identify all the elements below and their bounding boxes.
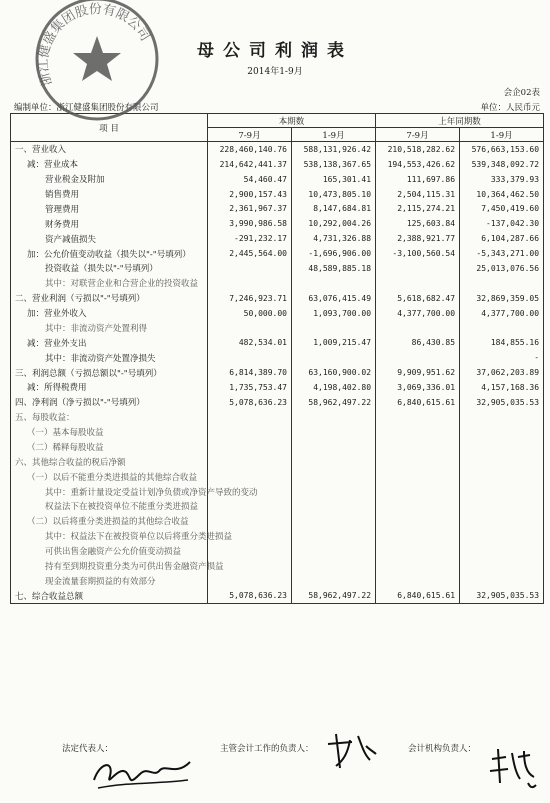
column-header-current: 本期数: [208, 114, 376, 128]
table-row: [11, 142, 544, 157]
cell-value: 10,473,805.10: [292, 187, 376, 202]
cell-value: [376, 499, 460, 514]
cell-value: [460, 454, 544, 469]
cell-value: [460, 499, 544, 514]
cell-value: [292, 425, 376, 440]
column-header-prior: 上年同期数: [376, 114, 544, 128]
cell-value: [292, 514, 376, 529]
cell-value: [208, 276, 292, 291]
cell-value: [292, 573, 376, 588]
cell-value: 9,909,951.62: [376, 365, 460, 380]
row-label: 其中：非流动资产处置净损失: [11, 350, 208, 365]
cell-value: [292, 410, 376, 425]
cell-value: [376, 559, 460, 574]
cell-value: 482,534.01: [208, 335, 292, 350]
cell-value: [460, 410, 544, 425]
table-row: [11, 350, 544, 365]
row-label: 投资收益（损失以"-"号填列）: [11, 261, 208, 276]
cell-value: 1,093,700.00: [292, 306, 376, 321]
cell-value: 54,460.47: [208, 172, 292, 187]
table-row: [11, 216, 544, 231]
cell-value: [460, 484, 544, 499]
row-label: 一、营业收入: [11, 142, 208, 157]
cell-value: 6,104,287.66: [460, 231, 544, 246]
cell-value: 32,905,035.53: [460, 395, 544, 410]
row-label: 其中：非流动资产处置利得: [11, 321, 208, 336]
cell-value: [292, 276, 376, 291]
cell-value: 6,840,615.61: [376, 588, 460, 603]
row-label: 四、净利润（净亏损以"-"号填列）: [11, 395, 208, 410]
row-label: 三、利润总额（亏损总额以"-"号填列）: [11, 365, 208, 380]
table-row: [11, 559, 544, 574]
cell-value: [376, 425, 460, 440]
cell-value: [208, 454, 292, 469]
cell-value: [376, 484, 460, 499]
row-label: 可供出售金融资产公允价值变动损益: [11, 544, 208, 559]
table-row: [11, 573, 544, 588]
cell-value: 4,157,168.36: [460, 380, 544, 395]
cell-value: [208, 440, 292, 455]
page-title: 母公司利润表: [197, 41, 353, 61]
cell-value: -5,343,271.00: [460, 246, 544, 261]
cell-value: 37,062,203.89: [460, 365, 544, 380]
row-label: 财务费用: [11, 216, 208, 231]
cell-value: 86,430.85: [376, 335, 460, 350]
cell-value: [292, 559, 376, 574]
cell-value: -1,696,906.00: [292, 246, 376, 261]
row-label: （一）基本每股收益: [11, 425, 208, 440]
cell-value: [208, 499, 292, 514]
row-label: 其中：重新计量设定受益计划净负债或净资产导致的变动: [11, 484, 208, 499]
table-row: [11, 380, 544, 395]
cell-value: [460, 529, 544, 544]
cell-value: 539,348,092.72: [460, 157, 544, 172]
cell-value: 5,618,682.47: [376, 291, 460, 306]
row-label: 二、营业利润（亏损以"-"号填列）: [11, 291, 208, 306]
cell-value: 58,962,497.22: [292, 395, 376, 410]
row-label: 减：营业外支出: [11, 335, 208, 350]
cell-value: 2,388,921.77: [376, 231, 460, 246]
compiler-name: 编制单位：浙江健盛集团股份有限公司: [14, 103, 159, 113]
row-label: 五、每股收益：: [11, 410, 208, 425]
cell-value: [208, 469, 292, 484]
row-label: 六、其他综合收益的税后净额: [11, 454, 208, 469]
cell-value: [292, 440, 376, 455]
currency-unit: 单位：人民币元: [480, 103, 540, 113]
cell-value: 2,115,274.21: [376, 202, 460, 217]
cell-value: 2,445,564.00: [208, 246, 292, 261]
cell-value: 214,642,441.37: [208, 157, 292, 172]
form-number: 会企02表: [503, 88, 540, 98]
table-row: [11, 529, 544, 544]
cell-value: 7,246,923.71: [208, 291, 292, 306]
cell-value: -137,042.30: [460, 216, 544, 231]
cell-value: [460, 573, 544, 588]
row-label: 七、综合收益总额: [11, 588, 208, 603]
cell-value: 2,361,967.37: [208, 202, 292, 217]
cell-value: 6,840,615.61: [376, 395, 460, 410]
cell-value: 58,962,497.22: [292, 588, 376, 603]
accounting-org-signature: [484, 743, 540, 793]
accounting-head-signature: [322, 730, 380, 776]
row-label: （一）以后不能重分类进损益的其他综合收益: [11, 469, 208, 484]
table-row: [11, 499, 544, 514]
cell-value: 184,855.16: [460, 335, 544, 350]
cell-value: -3,100,560.54: [376, 246, 460, 261]
table-row: [11, 321, 544, 336]
cell-value: [292, 454, 376, 469]
cell-value: [208, 425, 292, 440]
cell-value: 63,160,900.02: [292, 365, 376, 380]
cell-value: 4,198,402.80: [292, 380, 376, 395]
table-row: [11, 231, 544, 246]
seal-text: 浙江健盛集团股份有限公司: [36, 2, 153, 88]
cell-value: 2,504,115.31: [376, 187, 460, 202]
accounting-org-label: 会计机构负责人：: [408, 744, 477, 754]
cell-value: [292, 529, 376, 544]
cell-value: [292, 544, 376, 559]
cell-value: 333,379.93: [460, 172, 544, 187]
cell-value: 194,553,426.62: [376, 157, 460, 172]
cell-value: 125,603.84: [376, 216, 460, 231]
table-row: [11, 410, 544, 425]
cell-value: [376, 454, 460, 469]
cell-value: 25,013,076.56: [460, 261, 544, 276]
cell-value: 165,301.41: [292, 172, 376, 187]
table-row: [11, 261, 544, 276]
cell-value: 8,147,684.81: [292, 202, 376, 217]
row-label: 其中：权益法下在被投资单位以后将重分类进损益: [11, 529, 208, 544]
cell-value: 63,076,415.49: [292, 291, 376, 306]
row-label: 其中：对联营企业和合营企业的投资收益: [11, 276, 208, 291]
cell-value: 3,069,336.01: [376, 380, 460, 395]
report-period: 2014年1-9月: [247, 67, 303, 77]
table-row: [11, 365, 544, 380]
cell-value: 4,731,326.88: [292, 231, 376, 246]
cell-value: [376, 573, 460, 588]
row-label: 持有至到期投资重分类为可供出售金融资产损益: [11, 559, 208, 574]
accounting-head-label: 主管会计工作的负责人：: [220, 744, 314, 754]
cell-value: [292, 499, 376, 514]
cell-value: 5,078,636.23: [208, 588, 292, 603]
cell-value: -: [460, 350, 544, 365]
cell-value: [376, 276, 460, 291]
table-row: [11, 484, 544, 499]
subheader-current-ytd: 1-9月: [292, 128, 376, 142]
cell-value: [292, 321, 376, 336]
row-label: 减：营业成本: [11, 157, 208, 172]
cell-value: 1,735,753.47: [208, 380, 292, 395]
cell-value: 588,131,926.42: [292, 142, 376, 157]
cell-value: 576,663,153.60: [460, 142, 544, 157]
row-label: 减：所得税费用: [11, 380, 208, 395]
cell-value: [208, 514, 292, 529]
table-body: [11, 142, 544, 604]
cell-value: [292, 469, 376, 484]
cell-value: [292, 350, 376, 365]
cell-value: 4,377,700.00: [376, 306, 460, 321]
table-row: [11, 157, 544, 172]
cell-value: 228,460,140.76: [208, 142, 292, 157]
cell-value: [376, 350, 460, 365]
cell-value: [376, 261, 460, 276]
cell-value: 4,377,700.00: [460, 306, 544, 321]
cell-value: 3,990,986.58: [208, 216, 292, 231]
cell-value: [208, 350, 292, 365]
cell-value: [376, 440, 460, 455]
table-row: [11, 440, 544, 455]
table-row: [11, 588, 544, 603]
cell-value: 538,138,367.65: [292, 157, 376, 172]
cell-value: 32,869,359.05: [460, 291, 544, 306]
cell-value: 50,000.00: [208, 306, 292, 321]
row-label: （二）以后将重分类进损益的其他综合收益: [11, 514, 208, 529]
cell-value: 2,900,157.43: [208, 187, 292, 202]
table-row: [11, 335, 544, 350]
subheader-prior-q3: 7-9月: [376, 128, 460, 142]
legal-rep-signature: [88, 752, 196, 794]
cell-value: [376, 410, 460, 425]
column-header-item: 项 目: [11, 114, 208, 142]
table-row: [11, 514, 544, 529]
row-label: 权益法下在被投资单位不能重分类进损益: [11, 499, 208, 514]
table-row: [11, 276, 544, 291]
row-label: 加：营业外收入: [11, 306, 208, 321]
cell-value: [460, 469, 544, 484]
cell-value: [460, 276, 544, 291]
cell-value: [376, 514, 460, 529]
cell-value: [376, 469, 460, 484]
table-row: [11, 395, 544, 410]
cell-value: [208, 544, 292, 559]
cell-value: [208, 321, 292, 336]
table-row: [11, 454, 544, 469]
cell-value: 32,905,035.53: [460, 588, 544, 603]
row-label: 管理费用: [11, 202, 208, 217]
cell-value: [460, 440, 544, 455]
row-label: 现金流量套期损益的有效部分: [11, 573, 208, 588]
cell-value: 6,814,389.70: [208, 365, 292, 380]
row-label: 营业税金及附加: [11, 172, 208, 187]
cell-value: -291,232.17: [208, 231, 292, 246]
cell-value: 5,078,636.23: [208, 395, 292, 410]
table-row: [11, 469, 544, 484]
table-row: [11, 246, 544, 261]
income-statement-table: [10, 113, 544, 604]
row-label: 加：公允价值变动收益（损失以"-"号填列）: [11, 246, 208, 261]
cell-value: 111,697.86: [376, 172, 460, 187]
cell-value: [376, 321, 460, 336]
cell-value: 10,364,462.50: [460, 187, 544, 202]
cell-value: [460, 559, 544, 574]
cell-value: [292, 484, 376, 499]
legal-rep-label: 法定代表人：: [62, 744, 114, 754]
cell-value: [460, 544, 544, 559]
cell-value: [376, 544, 460, 559]
cell-value: [208, 261, 292, 276]
table-row: [11, 202, 544, 217]
cell-value: 10,292,004.26: [292, 216, 376, 231]
table-row: [11, 291, 544, 306]
subheader-current-q3: 7-9月: [208, 128, 292, 142]
cell-value: [460, 514, 544, 529]
cell-value: [376, 529, 460, 544]
table-row: [11, 425, 544, 440]
table-row: [11, 306, 544, 321]
row-label: 销售费用: [11, 187, 208, 202]
cell-value: [460, 321, 544, 336]
cell-value: 7,450,419.60: [460, 202, 544, 217]
cell-value: [208, 410, 292, 425]
cell-value: 210,518,282.62: [376, 142, 460, 157]
row-label: （二）稀释每股收益: [11, 440, 208, 455]
row-label: 资产减值损失: [11, 231, 208, 246]
cell-value: 48,589,885.18: [292, 261, 376, 276]
table-row: [11, 172, 544, 187]
table-row: [11, 544, 544, 559]
cell-value: [460, 425, 544, 440]
subheader-prior-ytd: 1-9月: [460, 128, 544, 142]
cell-value: 1,009,215.47: [292, 335, 376, 350]
table-row: [11, 187, 544, 202]
cell-value: [208, 573, 292, 588]
